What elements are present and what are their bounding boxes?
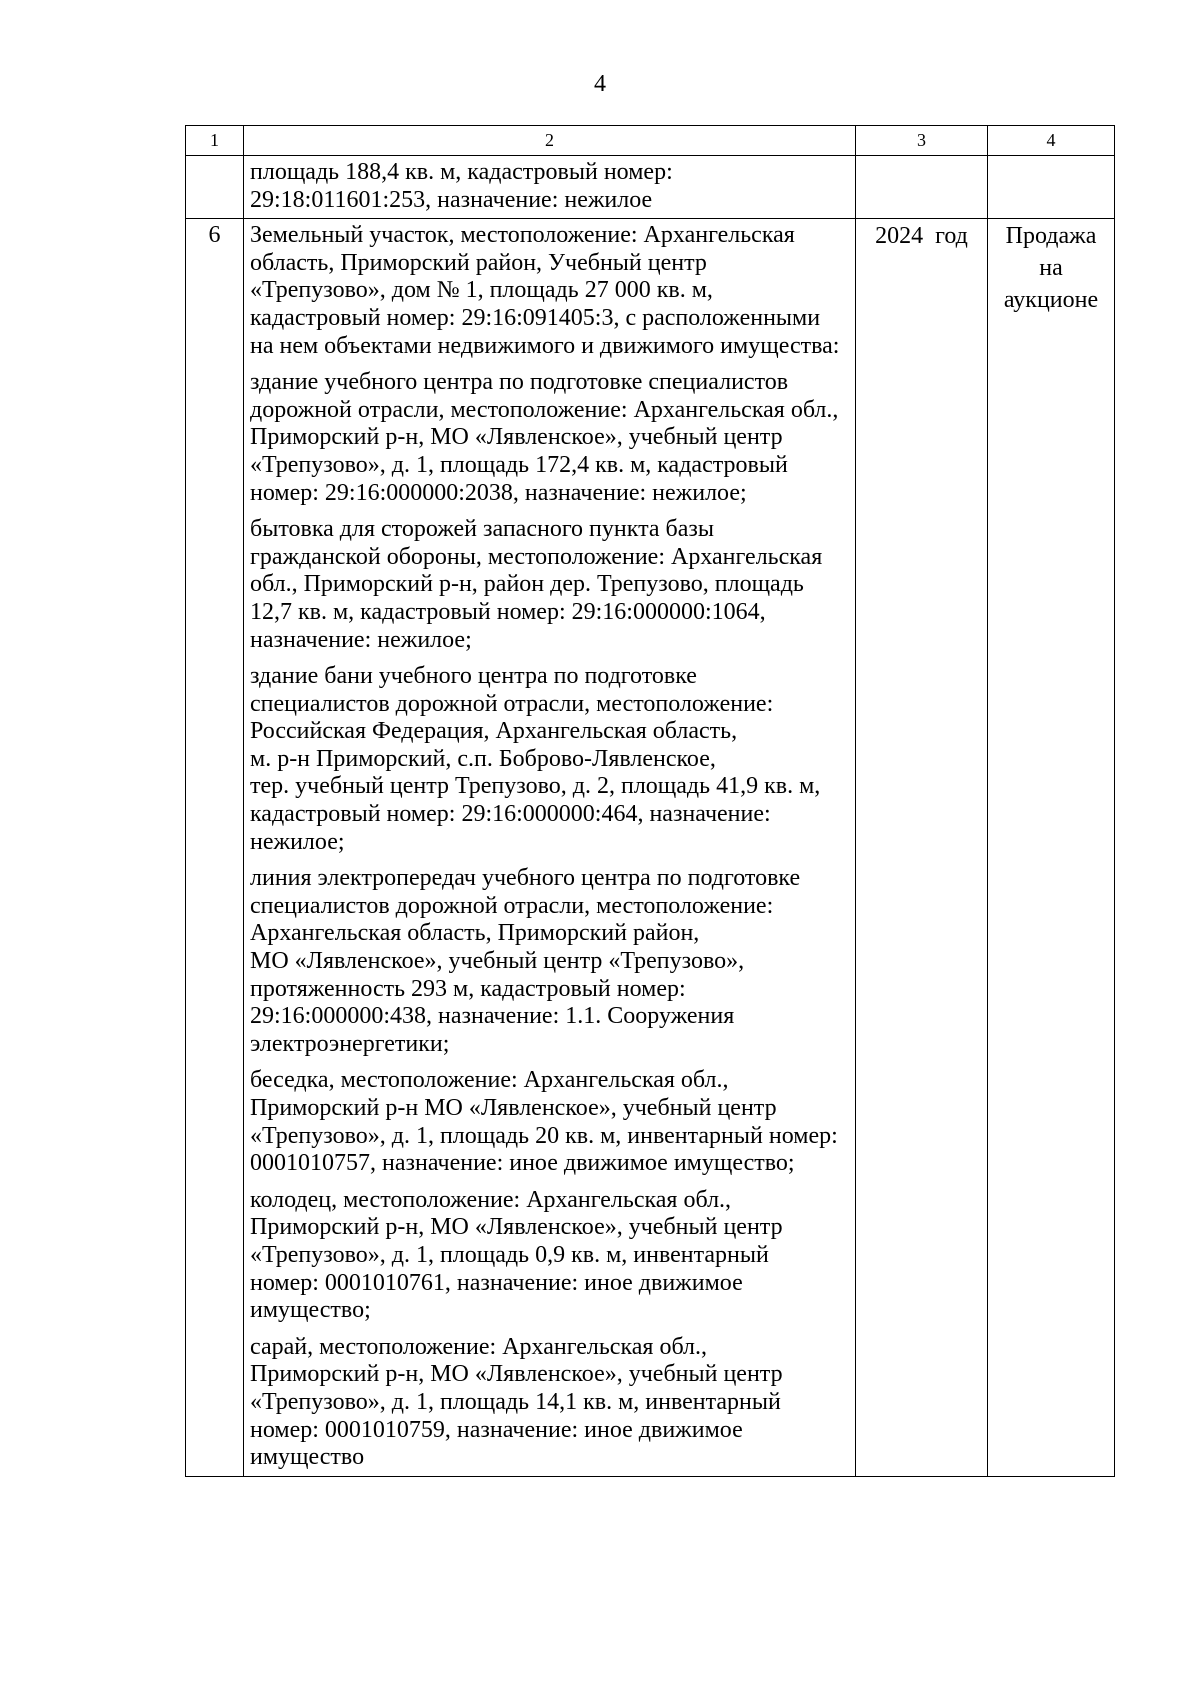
row-number: 6 [186, 219, 244, 1477]
description-paragraph: беседка, местоположение: Архангельская обл., Приморский р-н МО «Лявленское», учебный центр «Трепузово», д. 1, площадь 20 кв. м, инвентарный номер: 0001010757, назначение: иное движимое имущество; [250, 1067, 838, 1177]
description-paragraph: бытовка для сторожей запасного пункта базы гражданской обороны, местоположение: Архангельская обл., Приморский р-н, район дер. Трепузово, площадь 12,7 кв. м, кадастровый номер: 29:16:000000:1064, назначение: нежилое; [250, 516, 823, 653]
table-row [186, 156, 1115, 219]
row-number [186, 156, 244, 219]
row-year [856, 156, 988, 219]
column-header-2: 2 [244, 126, 856, 156]
description-paragraph: линия электропередач учебного центра по подготовке специалистов дорожной отрасли, местоположение: Архангельская область, Приморский район, МО «Лявленское», учебный центр «Трепузово», протяженность 293 м, кадастровый номер: 29:16:000000:438, назначение: 1.1. Сооружения электроэнергетики; [250, 865, 801, 1057]
column-header-4: 4 [988, 126, 1115, 156]
property-table [185, 125, 1115, 1477]
column-header-1: 1 [186, 126, 244, 156]
table-row [186, 219, 1115, 1477]
row-description [244, 156, 856, 219]
description-paragraph: здание бани учебного центра по подготовке специалистов дорожной отрасли, местоположение: Российская Федерация, Архангельская область, м. р-н Приморский, с.п. Боброво-Лявленское, тер. учебный центр Трепузово, д. 2, площадь 41,9 кв. м, кадастровый номер: 29:16:000000:464, назначение: нежилое; [250, 663, 821, 855]
row-method [988, 156, 1115, 219]
description-paragraph: площадь 188,4 кв. м, кадастровый номер: 29:18:011601:253, назначение: нежилое [250, 159, 673, 213]
page-number: 4 [594, 71, 606, 97]
description-paragraph: колодец, местоположение: Архангельская обл., Приморский р-н, МО «Лявленское», учебный центр «Трепузово», д. 1, площадь 0,9 кв. м, инвентарный номер: 0001010761, назначение: иное движимое имущество; [250, 1186, 783, 1324]
column-header-3: 3 [856, 126, 988, 156]
row-description [244, 219, 856, 1477]
row-method: Продажа на аукционе [988, 219, 1115, 1477]
description-paragraph: здание учебного центра по подготовке специалистов дорожной отрасли, местоположение: Архангельская обл., Приморский р-н, МО «Лявленское», учебный центр «Трепузово», д. 1, площадь 172,4 кв. м, кадастровый номер: 29:16:000000:2038, назначение: нежилое; [250, 369, 839, 506]
table-header-row [186, 126, 1115, 156]
row-year: 2024 год [856, 219, 988, 1477]
description-paragraph: Земельный участок, местоположение: Архангельская область, Приморский район, Учебный центр «Трепузово», дом № 1, площадь 27 000 кв. м, кадастровый номер: 29:16:091405:3, с расположенными на нем объектами недвижимого и движимого имущества: [250, 222, 840, 359]
description-paragraph: сарай, местоположение: Архангельская обл., Приморский р-н, МО «Лявленское», учебный центр «Трепузово», д. 1, площадь 14,1 кв. м, инвентарный номер: 0001010759, назначение: иное движимое имущество [250, 1333, 783, 1471]
